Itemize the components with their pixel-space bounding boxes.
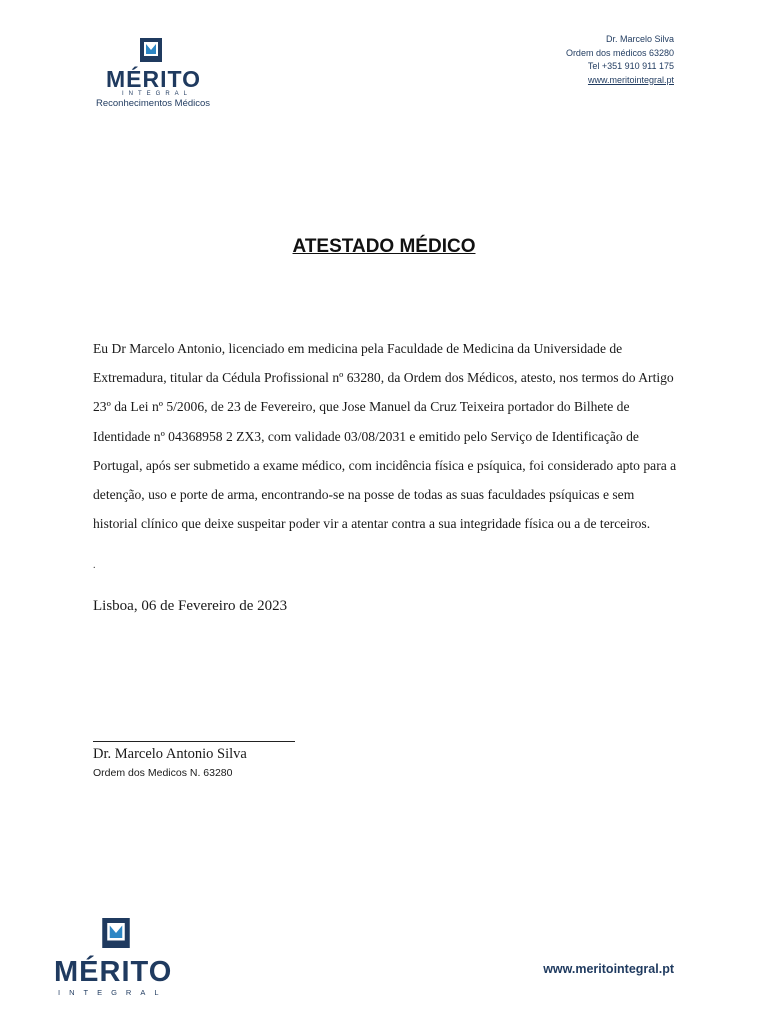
footer-website[interactable]: www.meritointegral.pt xyxy=(543,962,674,976)
signature-order: Ordem dos Medicos N. 63280 xyxy=(93,767,233,779)
merito-logo-icon xyxy=(140,38,162,62)
logo-tagline: Reconhecimentos Médicos xyxy=(96,98,211,109)
logo-brand: MÉRITO xyxy=(106,66,202,92)
footer-logo-sub: INTEGRAL xyxy=(58,988,168,997)
footer-logo xyxy=(44,912,194,1002)
place-date: Lisboa, 06 de Fevereiro de 2023 xyxy=(93,598,288,614)
contact-block xyxy=(566,33,674,87)
contact-order: Ordem dos médicos 63280 xyxy=(565,47,674,58)
contact-phone: Tel +351 910 911 175 xyxy=(587,61,674,71)
signature-name: Dr. Marcelo Antonio Silva xyxy=(93,746,247,762)
logo-sub: INTEGRAL xyxy=(122,91,193,97)
merito-logo-icon xyxy=(102,918,130,948)
signature-line xyxy=(93,741,295,742)
certificate-body: Eu Dr Marcelo Antonio, licenciado em medicina pela Faculdade de Medicina da Universidade de Extremadura, titular da Cédula Profissional nº 63280, da Ordem dos Médicos, atesto, nos termos do Artigo 23º da Lei nº 5/2006, de 23 de Fevereiro, que Jose Manuel da Cruz Teixeira portador do Bilhete de Identidade nº 04368958 2 ZX3, com validade 03/08/2031 e emitido pelo Serviço de Identificação de Portugal, após ser submetido a exame médico, com incidência física e psíquica, foi considerado apto para a detenção, uso e porte de arma, encontrando-se na posse de todas as suas faculdades psíquicas e sem historial clínico que deixe suspeitar poder vir a atentar contra a sua integridade física ou a de terceiros. xyxy=(93,341,677,532)
stray-mark: . xyxy=(93,560,96,571)
footer-logo-brand: MÉRITO xyxy=(54,956,173,988)
contact-website-link[interactable]: www.meritointegral.pt xyxy=(587,74,674,85)
contact-name: Dr. Marcelo Silva xyxy=(605,34,674,44)
document-title: ATESTADO MÉDICO xyxy=(292,236,476,257)
